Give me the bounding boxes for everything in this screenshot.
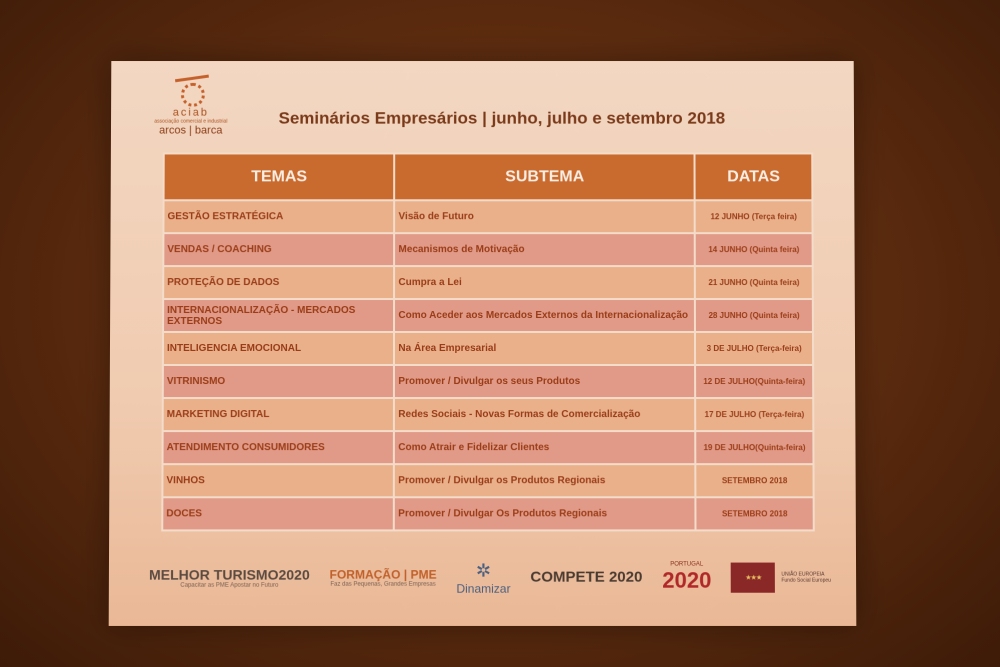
subtema-cell: Cumpra a Lei: [394, 266, 695, 299]
subtema-cell: Promover / Divulgar os seus Produtos: [394, 365, 695, 398]
compete-label: COMPETE 2020: [530, 568, 643, 586]
logo-name: aciab: [172, 106, 209, 119]
subtema-cell: Como Aceder aos Mercados Externos da Internacionalização: [394, 299, 695, 332]
tema-cell: VITRINISMO: [163, 365, 395, 398]
subtema-cell: Visão de Futuro: [395, 200, 695, 233]
data-cell: 3 DE JULHO (Terça-feira): [695, 332, 813, 365]
formacao-pme-logo: [330, 568, 437, 588]
subtema-cell: Promover / Divulgar Os Produtos Regionais: [394, 497, 696, 530]
aciab-logo: [151, 75, 231, 137]
tema-cell: MARKETING DIGITAL: [163, 398, 395, 431]
table-row: [163, 431, 814, 464]
dinamizar-icon: ✲: [475, 560, 492, 581]
dinamizar-logo: [456, 560, 510, 595]
subtema-cell: Mecanismos de Motivação: [395, 233, 696, 266]
table-row: [163, 398, 814, 431]
subtema-cell: Na Área Empresarial: [394, 332, 695, 365]
data-cell: 19 DE JULHO(Quinta-feira): [696, 431, 814, 464]
portugal-label: PORTUGAL: [670, 561, 704, 568]
portugal2020-logo: [662, 562, 711, 594]
aciab-logo-icon: [173, 75, 209, 105]
table-row: [162, 497, 814, 530]
tema-cell: GESTÃO ESTRATÉGICA: [163, 200, 394, 233]
projection-screen: [109, 61, 857, 626]
turismo2020-logo: [149, 567, 310, 589]
data-cell: 17 DE JULHO (Terça-feira): [695, 398, 813, 431]
table-row: [163, 332, 813, 365]
tema-cell: PROTEÇÃO DE DADOS: [163, 266, 394, 299]
data-cell: 28 JUNHO (Quinta feira): [695, 299, 813, 332]
data-cell: SETEMBRO 2018: [696, 497, 814, 530]
tema-cell: INTELIGENCIA EMOCIONAL: [163, 332, 395, 365]
tema-cell: DOCES: [162, 497, 394, 530]
subtema-cell: Redes Sociais - Novas Formas de Comercialização: [394, 398, 695, 431]
table-header-row: [164, 153, 813, 200]
turismo-label: MELHOR TURISMO2020: [149, 566, 310, 583]
portugal2020-label: 2020: [662, 567, 712, 593]
eu-logo: [731, 563, 831, 593]
subtema-cell: Promover / Divulgar os Produtos Regionais: [394, 464, 695, 497]
logo-tagline: associação comercial e industrial: [154, 118, 228, 125]
tema-cell: INTERNACIONALIZAÇÃO - MERCADOS EXTERNOS: [163, 299, 394, 332]
eu-label: UNIÃO EUROPEIA: [781, 571, 825, 578]
dinamizar-label: Dinamizar: [456, 581, 511, 596]
data-cell: 12 DE JULHO(Quinta-feira): [695, 365, 813, 398]
header-subtema: SUBTEMA: [395, 153, 695, 200]
logo-place: arcos | barca: [159, 124, 223, 137]
formacao-label: FORMAÇÃO | PME: [329, 567, 437, 582]
eu-flag-icon: ★★★: [731, 563, 775, 593]
tema-cell: VINHOS: [162, 464, 394, 497]
header-temas: TEMAS: [164, 153, 395, 200]
table-row: [163, 365, 813, 398]
tema-cell: VENDAS / COACHING: [163, 233, 394, 266]
data-cell: 14 JUNHO (Quinta feira): [695, 233, 813, 266]
subtema-cell: Como Atrair e Fidelizar Clientes: [394, 431, 695, 464]
data-cell: 21 JUNHO (Quinta feira): [695, 266, 813, 299]
table-row: [163, 200, 812, 233]
turismo-sub: Capacitar as PME Apostar no Futuro: [180, 582, 279, 589]
table-row: [162, 464, 813, 497]
slide-title: Seminários Empresários | junho, julho e setembro 2018: [278, 108, 726, 128]
table-row: [163, 233, 812, 266]
table-row: [163, 266, 813, 299]
data-cell: 12 JUNHO (Terça feira): [695, 200, 813, 233]
table-row: [163, 299, 813, 332]
compete2020-logo: [530, 568, 643, 586]
data-cell: SETEMBRO 2018: [696, 464, 814, 497]
seminar-table: [161, 152, 815, 531]
formacao-sub: Faz das Pequenas, Grandes Empresas: [330, 581, 436, 588]
header-datas: DATAS: [695, 153, 813, 200]
tema-cell: ATENDIMENTO CONSUMIDORES: [163, 431, 395, 464]
sponsor-footer: [149, 553, 831, 603]
eu-sub: Fundo Social Europeu: [781, 577, 831, 584]
